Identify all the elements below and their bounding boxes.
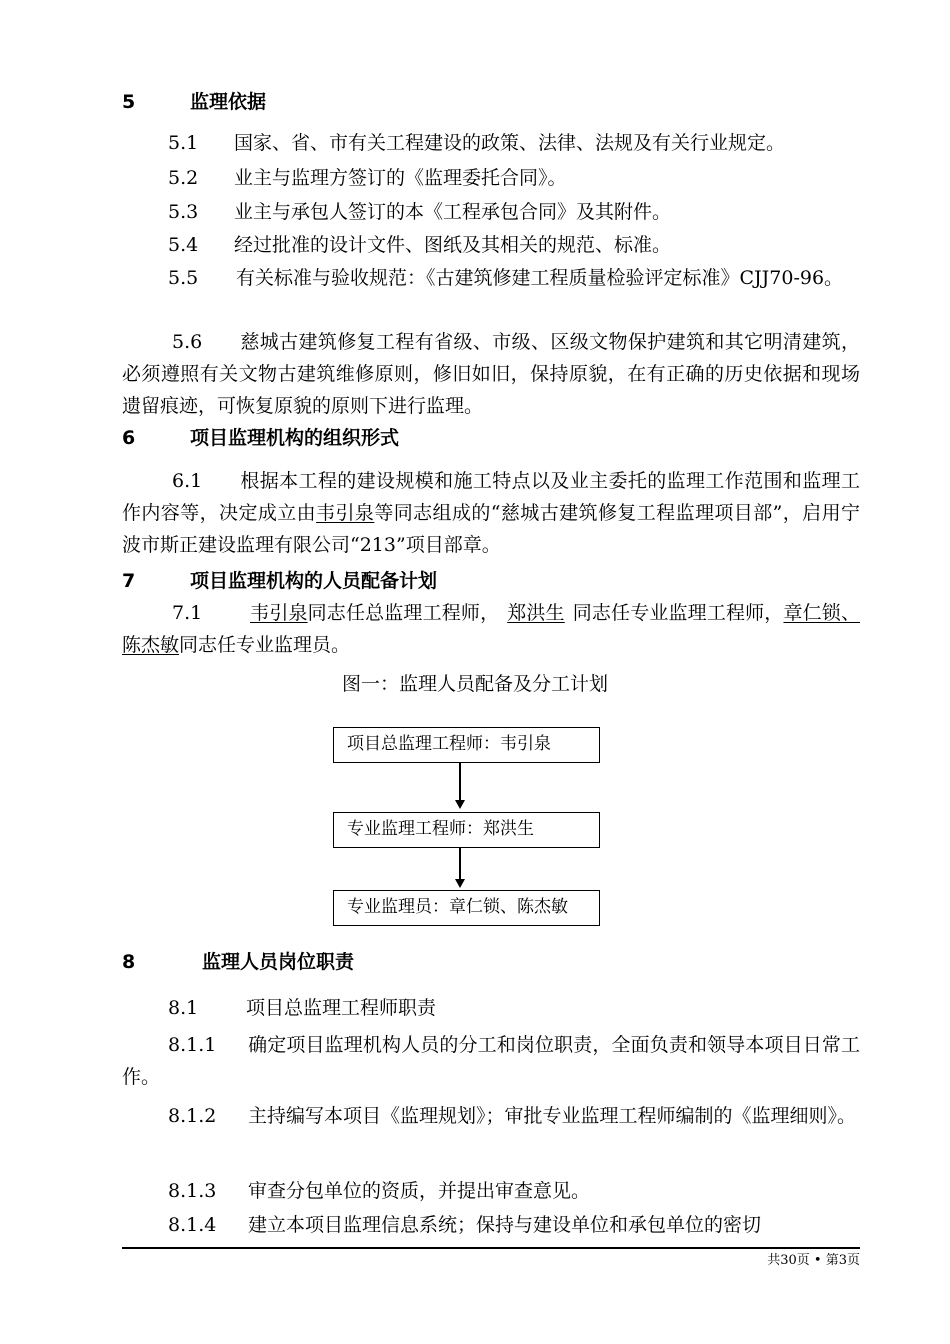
clause-number: 5.4 bbox=[168, 234, 199, 256]
director-name: 韦引泉 bbox=[316, 502, 375, 524]
org-box-engineer: 专业监理工程师：郑洪生 bbox=[333, 812, 600, 848]
clause-8-1-3 bbox=[122, 1179, 590, 1203]
section-8-heading bbox=[122, 950, 354, 974]
footer-rule bbox=[122, 1247, 860, 1249]
clause-8-1 bbox=[122, 996, 436, 1020]
clause-text: 业主与承包人签订的本《工程承包合同》及其附件。 bbox=[234, 201, 672, 223]
clause-number: 5.5 bbox=[168, 267, 199, 289]
clause-8-1-4 bbox=[122, 1213, 761, 1237]
clause-number: 8.1.3 bbox=[168, 1180, 217, 1202]
clause-7-1 bbox=[122, 597, 860, 661]
org-box-supervisors: 专业监理员：章仁锁、陈杰敏 bbox=[333, 890, 600, 926]
section-title: 监理人员岗位职责 bbox=[202, 951, 355, 973]
figure-caption: 图一：监理人员配备及分工计划 bbox=[341, 673, 608, 695]
clause-text: 同志任专业监理员。 bbox=[179, 634, 351, 656]
clause-text: 慈城古建筑修复工程有省级、市级、区级文物保护建筑和其它明清建筑，必须遵照有关文物古建筑维修原则，修旧如旧，保持原貌，在有正确的历史依据和现场遗留痕迹，可恢复原貌的原则下进行监理。 bbox=[122, 331, 860, 417]
clause-5-2 bbox=[122, 166, 567, 190]
arrow-down-icon bbox=[455, 848, 465, 888]
section-6-heading bbox=[122, 426, 399, 450]
clause-number: 6.1 bbox=[172, 470, 203, 492]
supervisor-names: 章仁锁、陈杰敏 bbox=[122, 602, 860, 656]
clause-5-6 bbox=[122, 326, 860, 422]
clause-text: 项目总监理工程师职责 bbox=[246, 997, 437, 1019]
clause-number: 8.1 bbox=[168, 997, 199, 1019]
clause-number: 5.6 bbox=[172, 331, 203, 353]
clause-text: 等同志组成的“慈城古建筑修复工程监理项目部”，启用宁波市斯正建设监理有限公司“213”项目部章。 bbox=[122, 502, 860, 556]
clause-text: 确定项目监理机构人员的分工和岗位职责，全面负责和领导本项目日常工作。 bbox=[122, 1034, 860, 1088]
section-number: 6 bbox=[122, 427, 136, 449]
page-counter: 共30页 • 第3页 bbox=[767, 1253, 860, 1268]
clause-number: 8.1.4 bbox=[168, 1214, 217, 1236]
clause-5-5 bbox=[122, 262, 860, 294]
org-box-chief: 项目总监理工程师：韦引泉 bbox=[333, 727, 600, 763]
clause-8-1-2 bbox=[122, 1100, 860, 1132]
clause-6-1 bbox=[122, 465, 860, 561]
clause-5-4 bbox=[122, 233, 671, 257]
section-number: 7 bbox=[122, 570, 136, 592]
clause-number: 5.3 bbox=[168, 201, 199, 223]
section-number: 5 bbox=[122, 91, 136, 113]
clause-text: 建立本项目监理信息系统；保持与建设单位和承包单位的密切 bbox=[248, 1214, 762, 1236]
clause-text: 同志任总监理工程师， bbox=[307, 602, 500, 624]
clause-number: 8.1.1 bbox=[168, 1034, 217, 1056]
section-title: 监理依据 bbox=[190, 91, 267, 113]
clause-5-1 bbox=[122, 131, 785, 155]
clause-8-1-1 bbox=[122, 1029, 860, 1093]
section-7-heading bbox=[122, 569, 437, 593]
section-title: 项目监理机构的人员配备计划 bbox=[190, 570, 438, 592]
clause-number: 5.2 bbox=[168, 167, 199, 189]
clause-text: 国家、省、市有关工程建设的政策、法律、法规及有关行业规定。 bbox=[234, 132, 786, 154]
clause-number: 5.1 bbox=[168, 132, 199, 154]
arrow-down-icon bbox=[455, 763, 465, 809]
clause-number: 8.1.2 bbox=[168, 1105, 217, 1127]
clause-number: 7.1 bbox=[172, 602, 203, 624]
clause-text: 审查分包单位的资质，并提出审查意见。 bbox=[248, 1180, 591, 1202]
clause-text: 有关标准与验收规范：《古建筑修建工程质量检验评定标准》CJJ70-96。 bbox=[236, 267, 844, 289]
section-number: 8 bbox=[122, 951, 136, 973]
specialist-engineer-name: 郑洪生 bbox=[507, 602, 565, 624]
clause-text: 主持编写本项目《监理规划》；审批专业监理工程师编制的《监理细则》。 bbox=[248, 1105, 857, 1127]
section-5-heading bbox=[122, 90, 266, 114]
clause-text: 根据本工程的建设规模和施工特点以及业主委托的监理工作范围和监理工作内容等，决定成立由 bbox=[122, 470, 860, 524]
clause-text: 经过批准的设计文件、图纸及其相关的规范、标准。 bbox=[234, 234, 672, 256]
section-title: 项目监理机构的组织形式 bbox=[190, 427, 400, 449]
clause-text: 业主与监理方签订的《监理委托合同》。 bbox=[234, 167, 567, 189]
chief-engineer-name: 韦引泉 bbox=[250, 602, 308, 624]
clause-5-3 bbox=[122, 200, 671, 224]
clause-text: 同志任专业监理工程师， bbox=[572, 602, 784, 624]
